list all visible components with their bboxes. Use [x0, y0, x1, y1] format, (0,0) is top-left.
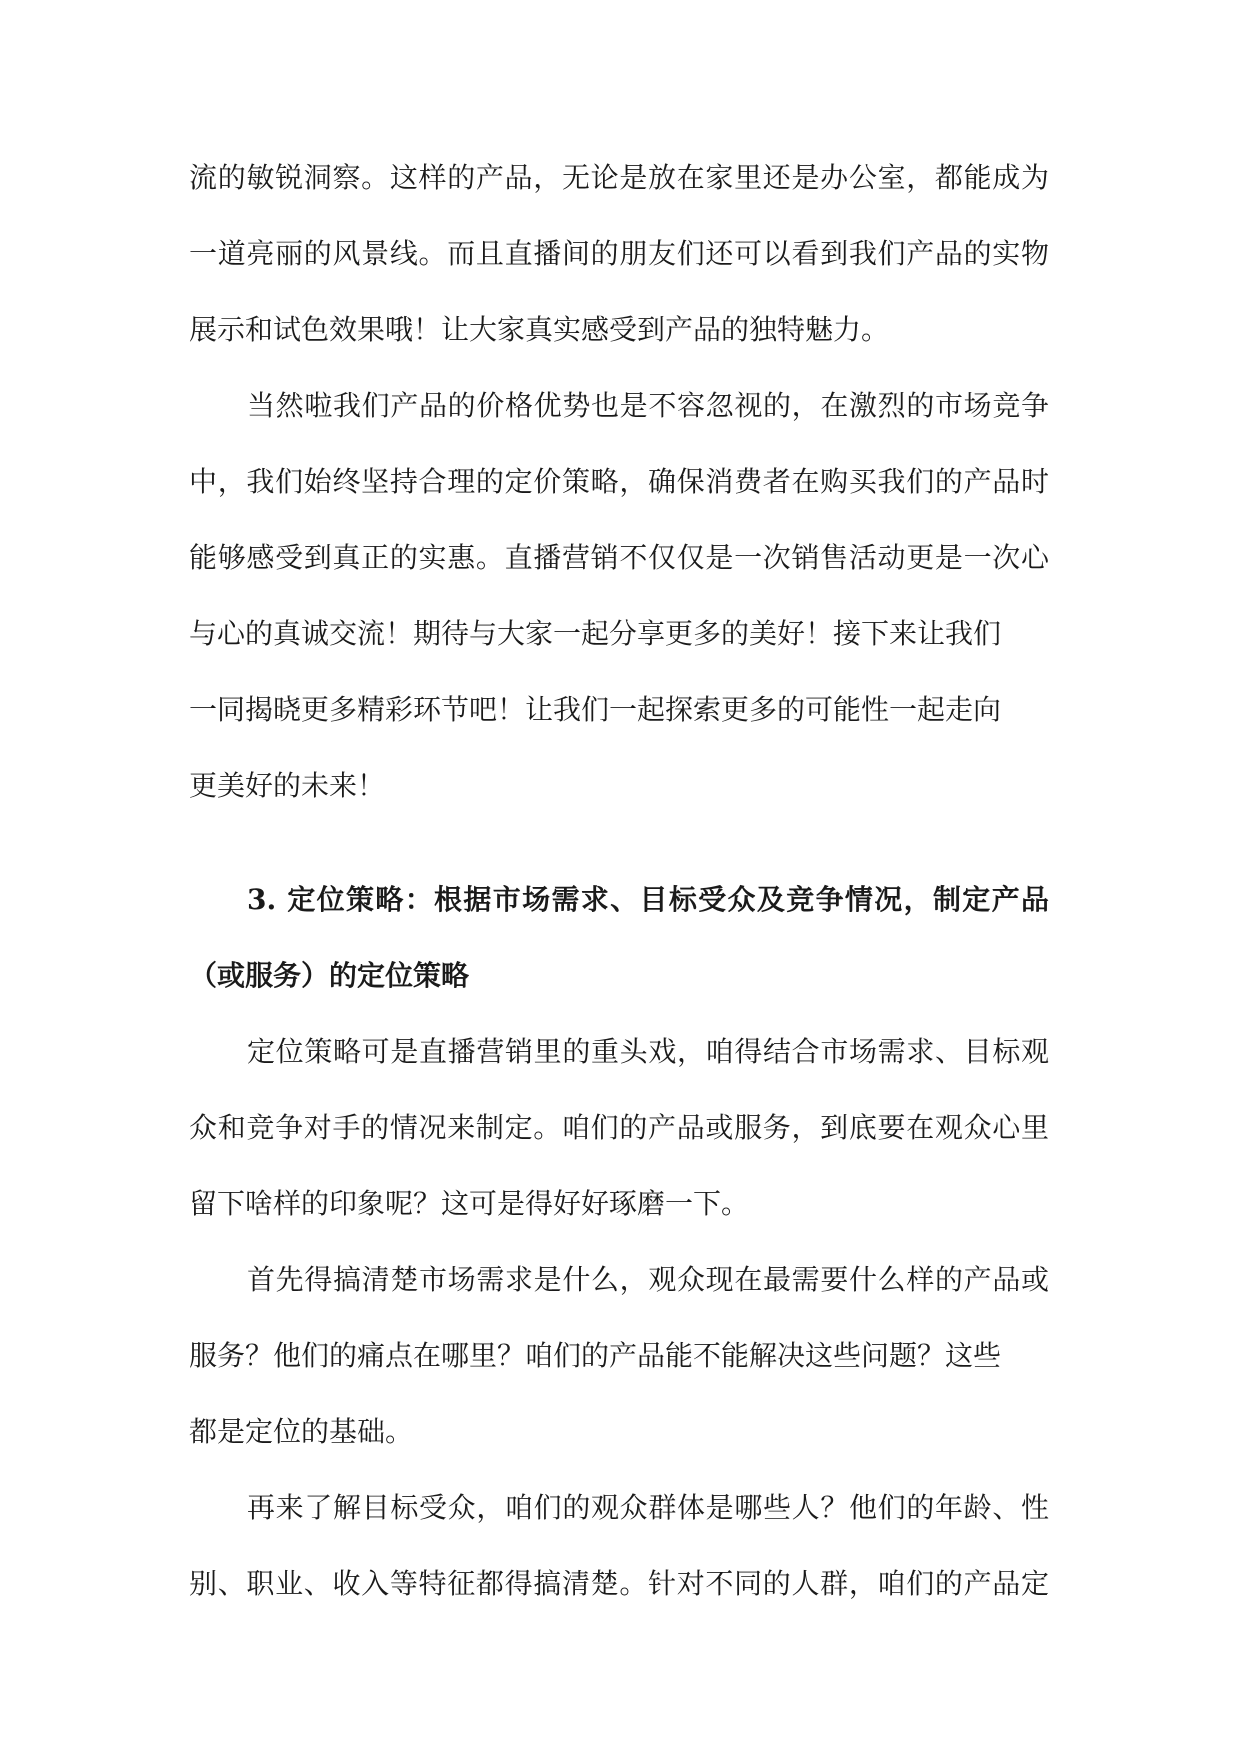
text-line: 一道亮丽的风景线。而且直播间的朋友们还可以看到我们产品的实物	[189, 237, 1049, 270]
text-line: 服务？他们的痛点在哪里？咱们的产品能不能解决这些问题？这些	[189, 1339, 1002, 1372]
document-body	[189, 140, 1049, 1622]
text-line: 一同揭晓更多精彩环节吧！让我们一起探索更多的可能性一起走向	[189, 693, 1002, 726]
paragraph	[189, 1470, 1049, 1622]
text-line: 首先得搞清楚市场需求是什么，观众现在最需要什么样的产品或	[247, 1263, 1049, 1296]
text-line: 与心的真诚交流！期待与大家一起分享更多的美好！接下来让我们	[189, 617, 1002, 650]
heading-line: （或服务）的定位策略	[189, 959, 470, 992]
paragraph-spacer	[189, 824, 1049, 862]
paragraph	[189, 1242, 1049, 1470]
heading-line: 3. 定位策略：根据市场需求、目标受众及竞争情况，制定产品	[247, 883, 1049, 916]
paragraph	[189, 1014, 1049, 1242]
text-line: 中，我们始终坚持合理的定价策略，确保消费者在购买我们的产品时	[189, 465, 1049, 498]
section-heading	[189, 862, 1049, 1014]
text-line: 能够感受到真正的实惠。直播营销不仅仅是一次销售活动更是一次心	[189, 541, 1049, 574]
text-line: 别、职业、收入等特征都得搞清楚。针对不同的人群，咱们的产品定	[189, 1567, 1049, 1600]
text-line: 更美好的未来！	[189, 769, 386, 802]
paragraph	[189, 368, 1049, 824]
text-line: 留下啥样的印象呢？这可是得好好琢磨一下。	[189, 1187, 750, 1220]
text-line: 展示和试色效果哦！让大家真实感受到产品的独特魅力。	[189, 313, 890, 346]
text-line: 流的敏锐洞察。这样的产品，无论是放在家里还是办公室，都能成为	[189, 161, 1049, 194]
text-line: 再来了解目标受众，咱们的观众群体是哪些人？他们的年龄、性	[247, 1491, 1049, 1524]
text-line: 当然啦我们产品的价格优势也是不容忽视的，在激烈的市场竞争	[247, 389, 1049, 422]
text-line: 定位策略可是直播营销里的重头戏，咱得结合市场需求、目标观	[247, 1035, 1049, 1068]
text-line: 都是定位的基础。	[189, 1415, 414, 1448]
text-line: 众和竞争对手的情况来制定。咱们的产品或服务，到底要在观众心里	[189, 1111, 1049, 1144]
paragraph	[189, 140, 1049, 368]
